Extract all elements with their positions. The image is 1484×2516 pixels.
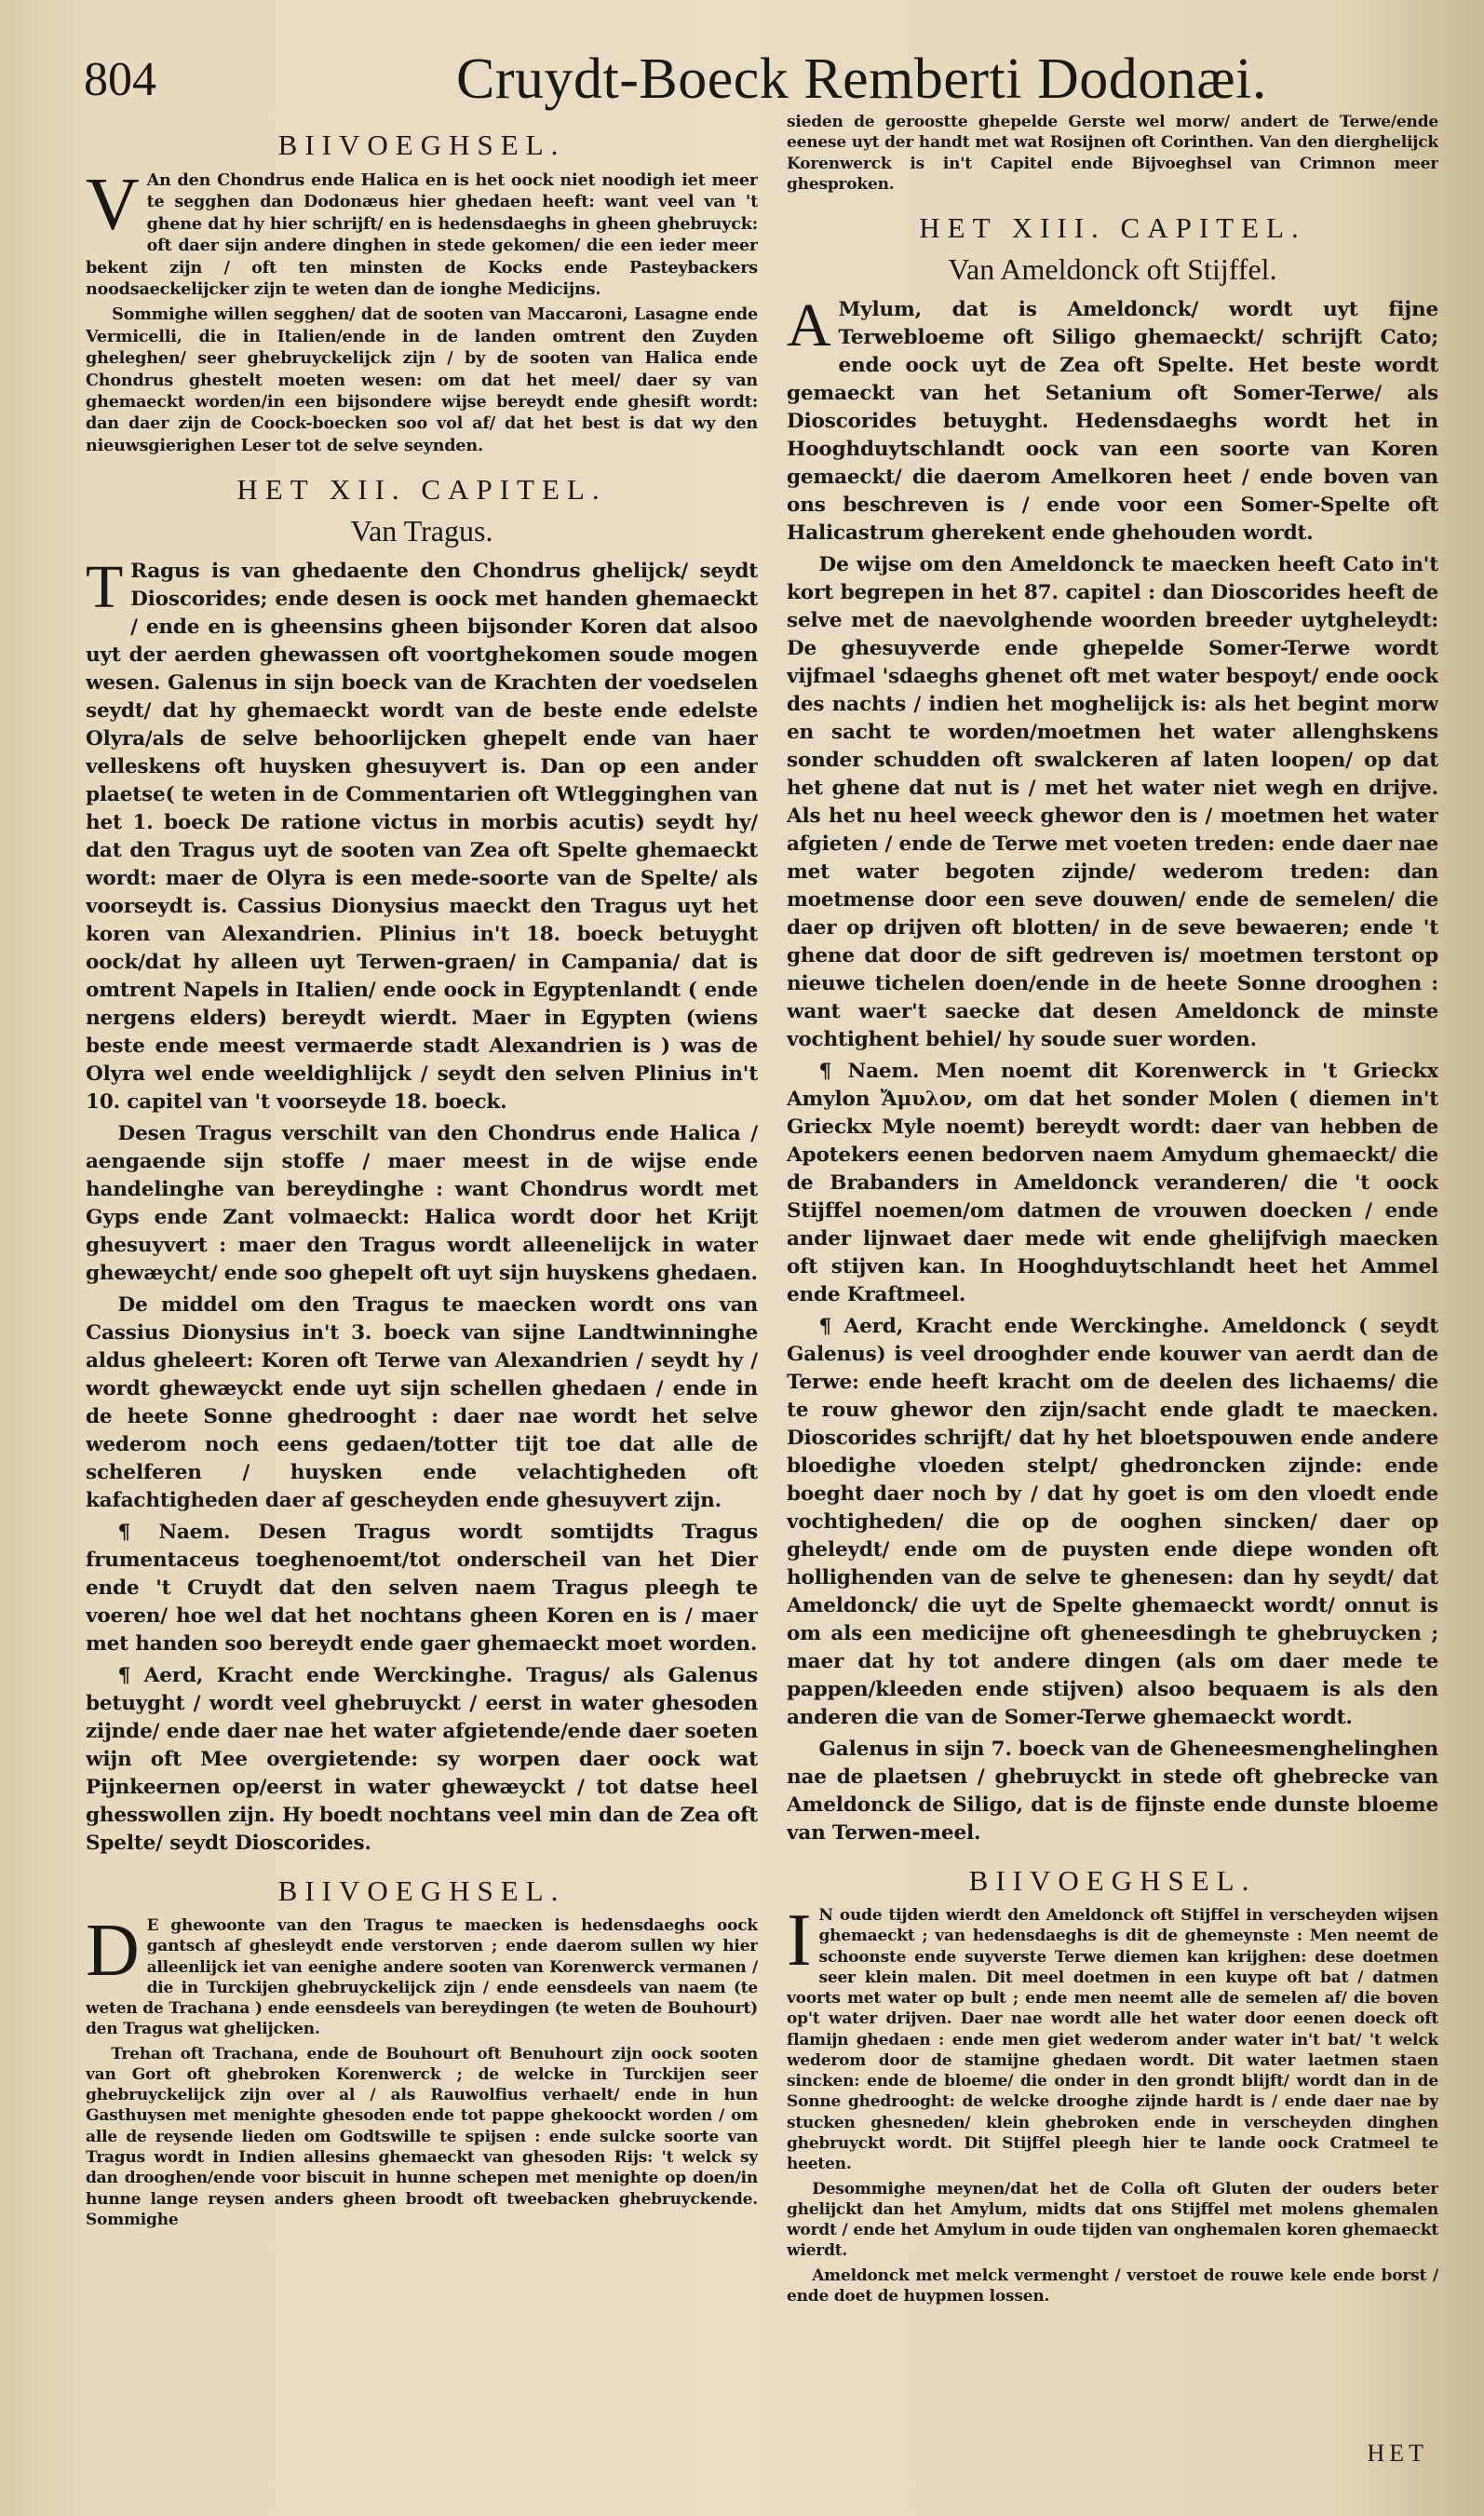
chapter-paragraph: De wijse om den Ameldonck te maecken heeft Cato in't kort begrepen in het 87. capitel : dan Dioscorides heeft de selve met de naevolghende woorden breeder uytgheleydt: De ghesuyverde ende ghepelde Somer-Terwe wordt vijfmael 'sdaeghs ghenet oft met water bespoyt/ ende oock des nachts / indien het moghelijck is: als het begint morw en sacht te worden/moetmen het water allenghskens sonder schudden oft swalckeren af laten loopen/ op dat het ghene dat nut is / met het water niet wegh en drijve. Als het nu heel weeck ghewor den is / moetmen het water afgieten / ende de Terwe met voeten treden: ende daer nae met water begoten zijnde/ wederom treden: dan moetmense door een seve douwen/ ende de semelen/ die daer op drijven oft blotten/ in de seve bewaeren; ende 't ghene dat door de sift gedreven is/ moetmen terstont op nieuwe tichelen doen/ende in de heete Sonne drooghen : want waer't saecke dat desen Ameldonck de minste vochtighent behiel/ hy soude suer worden. (787, 553, 1438, 1052)
bijvoeghsel-heading: BIIVOEGHSEL. (968, 1864, 1257, 1898)
chapter-heading: HET XII. CAPITEL. (236, 473, 607, 507)
bijvoeghsel-paragraph: Ameldonck met melck vermenght / verstoet de rouwe kele ende borst / ende doet de huypmen lossen. (787, 2266, 1438, 2306)
naem-paragraph: ¶ Naem. Desen Tragus wordt somtijdts Tragus frumentaceus toeghenoemt/tot onderscheil van het Dier ende 't Cruydt dat den selven naem Tragus pleegh te voeren/ hoe wel dat het nochtans gheen Koren en is / maer met handen soo bereydt ende gaer ghemaeckt moet worden. (86, 1521, 758, 1657)
aerd-paragraph: ¶ Aerd, Kracht ende Werckinghe. Ameldonck ( seydt Galenus) is veel drooghder ende kouwer van aerdt dan de Terwe: ende heeft kracht om de deelen des lichaems/ die te rouw ghewor den zijn/sacht ende gladt te maecken. Dioscorides schrijft/ dat hy het bloetspouwen ende andere bloedighe vloeden stelpt/ ghedroncken zijnde: ende boeght daer noch by / dat hy goet is om den vloedt ende vochtigheden/ die op de ooghen sincken/ daer op gheleydt/ ende om de puysten ende diepe wonden oft hollighenden van de selve te ghenesen: dan hy seydt/ dat Ameldonck/ die uyt de Spelte ghemaeckt wordt/ onnut is om als een medicijne oft gheneesdingh te ghebruycken ; maer dat hy tot andere dingen (als om daer mede te pappen/kleeden ende stijven) alsoo bequaem is als den anderen die van de Somer-Terwe ghemaeckt wordt. (787, 1315, 1438, 1730)
left-column (86, 112, 758, 2496)
chapter-paragraph (86, 553, 758, 1116)
bijvoeghsel-paragraph: Sommighe willen segghen/ dat de sooten van Maccaroni, Lasagne ende Vermicelli, die in Italien/ende in de landen omtrent den Zuyden gheleghen/ seer ghebruyckelijck zijn / by de sooten van Halica ende Chondrus ghestelt moeten wesen: om dat het meel/ daer sy van ghemaeckt worden/in een bijsondere wijse bereydt ende ghesift wordt: dan daer zijn de Coock-boecken soo vol af/ dat het best is dat wy den nieuwsgierighen Leser tot de selve seynden. (86, 304, 758, 455)
drop-initial: I (787, 1900, 812, 1982)
chapter-paragraph: De middel om den Tragus te maecken wordt ons van Cassius Dionysius in't 3. boeck van sijne Landtwinninghe aldus gheleert: Koren oft Terwe van Alexandrien / seydt hy / wordt ghewæyckt ende uyt sijn schellen ghedaen / ende in de heete Sonne ghedrooght : daer nae wordt het selve wederom noch eens gedaen/totter tijt toe dat alle de schelferen / huysken ende velachtigheden oft kafachtigheden daer af gescheyden ende ghesuyvert zijn. (86, 1293, 758, 1513)
bijvoeghsel-heading: BIIVOEGHSEL. (277, 1874, 566, 1908)
bijvoeghsel-paragraph: Trehan oft Trachana, ende de Bouhourt oft Benuhourt zijn oock sooten van Gort oft ghebroken Korenwerck ; de welcke in Turckijen seer ghebruyckelijck zijn over al / als Rauwolfius verhaelt/ ende in hun Gasthuysen met menighte ghesoden ende tot pappe ghekoockt worden / om alle de reysende lieden om Godtswille te spijsen : ende sulcke soorte van Tragus wordt in Indien allesins ghemaeckt van ghesoden Rijs: 't welck sy dan drooghen/ende voor biscuit in hunne schepen met menighte op doen/in hunne lange reysen anders gheen broodt oft tweebacken ghebruyckende. Sommighe (86, 2044, 758, 2229)
page-number: 804 (84, 53, 156, 106)
drop-initial: T (86, 553, 124, 622)
paragraph-text: Ragus is van ghedaente den Chondrus ghelijck/ seydt Dioscorides; ende desen is oock met handen ghemaeckt / ende en is gheensins gheen bijsonder Koren dat alsoo uyt der aerden ghewassen oft voortghekomen soude mogen wesen. Galenus in sijn boeck van de Krachten der voedselen seydt/ dat hy ghemaeckt wordt van de beste ende edelste Olyra/als de selve behoorlijcken ghepelt ende van haer velleskens oft huysken ghesuyvert is. Dan op een ander plaetse( te weten in de Commentarien oft Wtlegginghen van het 1. boeck De ratione victus in morbis acutis) seydt hy/ dat den Tragus uyt de sooten van Zea oft Spelte ghemaeckt wordt: maer de Olyra is een mede-soorte van de Spelte/ als voorseydt is. Cassius Dionysius maeckt den Tragus uyt het koren van Alexandrien. Plinius in't 18. boeck betuyght oock/dat hy alleen uyt Terwen-graen/ in Campania/ dat is omtrent Napels in Italien/ ende oock in Egyptenlandt ( ende nergens elders) bereydt wierdt. Maer in Egypten (wiens beste ende meest vermaerde stadt Alexandrien is ) was de Olyra wel ende weeldighlijck / seydt den selven Plinius in't 10. capitel van 't voorseyde 18. boeck. (86, 560, 758, 1115)
chapter-subtitle: Van Tragus. (350, 514, 493, 548)
bijvoeghsel-paragraph (86, 164, 758, 300)
page-header (84, 37, 1434, 112)
paragraph-text: Mylum, dat is Ameldonck/ wordt uyt fijne Terwebloeme oft Siligo ghemaeckt/ schrijft Cato; ende oock uyt de Zea oft Spelte. Het beste wordt gemaeckt van het Setanium oft Somer-Terwe/ als Dioscorides betuyght. Hedensdaeghs wordt het in Hooghduytschlandt oock van een soorte van Koren gemaeckt/ die daerom Amelkoren heet / ende boven van ons beschreven is / ende voor een Somer-Spelte oft Halicastrum gherekent ende ghehouden wordt. (787, 298, 1438, 546)
catchword: HET (1367, 2440, 1428, 2467)
chapter-paragraph (787, 291, 1438, 548)
bijvoeghsel-heading: BIIVOEGHSEL. (277, 129, 566, 161)
chapter-paragraph: Desen Tragus verschilt van den Chondrus ende Halica / aengaende sijn stoffe / maer meest in de wijse ende handelinghe van bereydinghe : want Chondrus wordt met Gyps ende Zant volmaeckt: Halica wordt door het Krijt ghesuyvert : maer den Tragus wordt alleenelijck in water ghewæycht/ ende soo ghepelt oft uyt sijn huyskens ghedaen. (86, 1122, 758, 1286)
drop-initial: A (787, 291, 831, 360)
paragraph-text: E ghewoonte van den Tragus te maecken is hedensdaeghs oock gantsch af ghesleydt ende verstorven ; ende daerom sullen wy hier alleenlijck iet van eenighe andere sooten van Korenwerck vermanen / die in Turckijen ghebruyckelijck zijn / ende eensdeels van naem (te weten de Trachana ) ende eensdeels van bereydingen (te weten de Bouhourt) den Tragus wat ghelijcken. (86, 1916, 758, 2039)
drop-initial: V (86, 164, 140, 246)
paragraph-text: An den Chondrus ende Halica en is het oock niet noodigh iet meer te segghen dan Dodonæus hier ghedaen heeft: want veel van 't ghene dat hy hier schrijft/ en is hedensdaeghs in gheen ghebruyck: oft daer sijn andere dinghen in stede gekomen/ die een ieder meer bekent zijn / oft ten minsten de Kocks ende Pasteybackers noodsaeckelijcker zijn te weten dan de ionghe Medicijns. (86, 170, 758, 299)
naem-paragraph: ¶ Naem. Men noemt dit Korenwerck in 't Grieckx Amylon Ἄμυλον, om dat het sonder Molen ( diemen in't Grieckx Myle noemt) bereydt wordt: daer van hebben de Apotekers eenen bedorven naem Amydum ghemaeckt/ die de Brabanders in Ameldonck veranderen/ die 't oock Stijffel noemen/om datmen de vrouwen doecken / ende ander lijnwaet daer mede wit ende ghelijfvigh maecken oft stijven kan. In Hooghduytschlandt heet het Ammel ende Kraftmeel. (787, 1060, 1438, 1307)
chapter-paragraph: Galenus in sijn 7. boeck van de Gheneesmenghelinghen nae de plaetsen / ghebruyckt in stede oft ghebrecke van Ameldonck de Siligo, dat is de fijnste ende dunste bloeme van Terwen-meel. (787, 1738, 1438, 1846)
paragraph-text: N oude tijden wierdt den Ameldonck oft Stijffel in verscheyden wijsen ghemaeckt ; van hedensdaeghs is dit de ghemeynste : Men neemt de schoonste ende suyverste Terwe diemen kan krijghen: dese doetmen seer klein malen. Dit meel doetmen in een kuype oft bat / datmen voorts met water op bult ; ende men neemt alle de semelen af/ die boven op't water drijven. Daer nae wordt alle het water door eenen doeck oft flamijn ghedaen : ende men giet wederom ander water in't bat/ 't welck wederom door de stamijne ghedaen wordt. Dit water laetmen staen sincken: ende de bloeme/ die onder in den grondt blijft/ wordt dan in de Sonne ghedrooght: de welcke drooghe zijnde hardt is / ende daer nae by stucken ghesneden/ klein ghebroken ende in verscheyden dinghen ghebruyckt wordt. Dit Stijffel pleegh hier te lande oock Cratmeel te heeten. (787, 1906, 1438, 2174)
chapter-heading: HET XIII. CAPITEL. (919, 211, 1306, 245)
bijvoeghsel-paragraph (86, 1910, 758, 2040)
continued-paragraph: sieden de geroostte ghepelde Gerste wel morw/ andert de Terwe/ende eenese uyt der handt met wat Rosijnen oft Corinthen. Van den dierghelijck Korenwerck is in't Capitel ende Bijvoeghsel van Crimnon meer ghesproken. (787, 113, 1438, 194)
chapter-subtitle: Van Ameldonck oft Stijffel. (948, 252, 1277, 287)
right-column (787, 112, 1438, 2496)
bijvoeghsel-paragraph (787, 1900, 1438, 2174)
bijvoeghsel-paragraph: Desommighe meynen/dat het de Colla oft Gluten der ouders beter ghelijckt dan het Amylum, midts dat ons Stijffel met molens ghemalen wordt / ende het Amylum in oude tijden van onghemalen koren ghemaeckt wierdt. (787, 2179, 1438, 2261)
running-title: Cruydt-Boeck Remberti Dodonæi. (456, 47, 1267, 111)
aerd-paragraph: ¶ Aerd, Kracht ende Werckinghe. Tragus/ als Galenus betuyght / wordt veel ghebruyckt / eerst in water ghesoden zijnde/ ende daer nae het water afgietende/ende daer soeten wijn oft Mee overgietende: sy worpen daer oock wat Pijnkeernen op/eerst in water ghewæyckt / tot datse heel ghesswollen zijn. Hy boedt nochtans veel min dan de Zea oft Spelte/ seydt Dioscorides. (86, 1664, 758, 1856)
drop-initial: D (86, 1910, 140, 1993)
